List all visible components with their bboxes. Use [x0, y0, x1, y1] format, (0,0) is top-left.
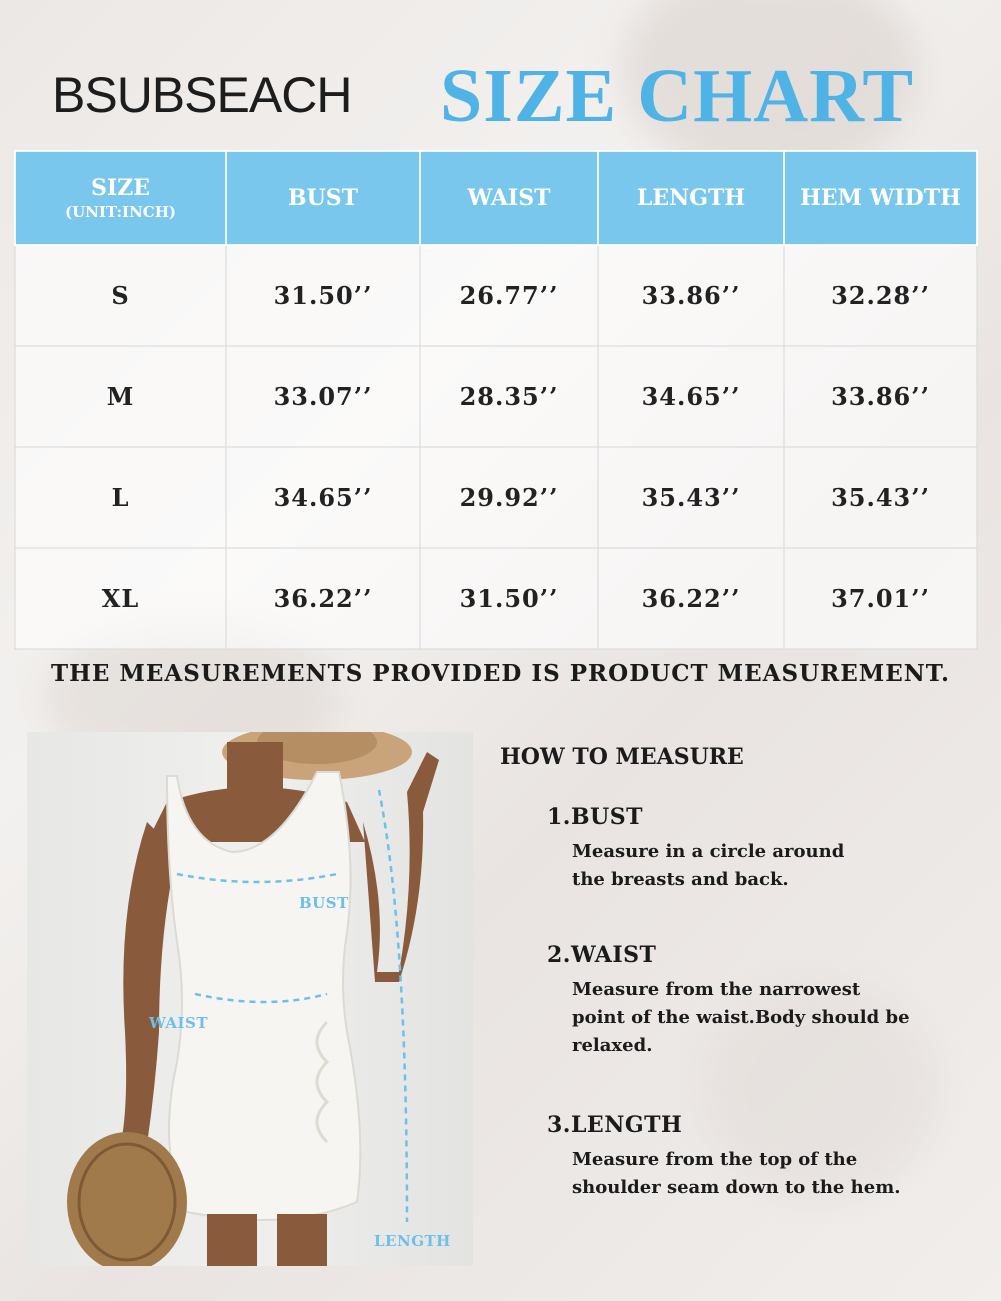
step-title-waist: 2.WAIST	[547, 942, 657, 968]
table-row	[15, 346, 977, 447]
step-desc-length: Measure from the top of the shoulder seam down to the hem.	[572, 1149, 901, 1198]
table-row	[15, 447, 977, 548]
step-desc-waist: Measure from the narrowest point of the waist.Body should be relaxed.	[572, 979, 910, 1056]
table-cell: 35.43’’	[598, 447, 784, 548]
table-cell: M	[15, 346, 226, 447]
table-cell: L	[15, 447, 226, 548]
table-row	[15, 245, 977, 346]
waist-label: WAIST	[149, 1014, 209, 1032]
step-desc-bust: Measure in a circle around the breasts and back.	[572, 841, 845, 890]
header-cell-size: SIZE (UNIT:INCH)	[15, 151, 226, 245]
step-title-length: 3.LENGTH	[547, 1112, 683, 1138]
table-cell: S	[15, 245, 226, 346]
table-cell: 36.22’’	[226, 548, 420, 649]
table-cell: 34.65’’	[598, 346, 784, 447]
table-cell: 26.77’’	[420, 245, 598, 346]
table-cell: 35.43’’	[784, 447, 977, 548]
header-cell-hem-width: HEM WIDTH	[784, 151, 977, 245]
brand-name: BSUBSEACH	[52, 67, 352, 123]
header-cell-waist: WAIST	[420, 151, 598, 245]
table-cell: 33.86’’	[784, 346, 977, 447]
table-cell: 29.92’’	[420, 447, 598, 548]
table-cell: 36.22’’	[598, 548, 784, 649]
bust-label: BUST	[299, 894, 349, 912]
step-title-bust: 1.BUST	[547, 804, 644, 830]
dress-illustration	[27, 732, 473, 1266]
product-photo	[27, 732, 473, 1266]
table-cell: 32.28’’	[784, 245, 977, 346]
table-cell: 34.65’’	[226, 447, 420, 548]
table-cell: XL	[15, 548, 226, 649]
header-cell-length: LENGTH	[598, 151, 784, 245]
table-header-row	[15, 151, 977, 245]
measurement-note: THE MEASUREMENTS PROVIDED IS PRODUCT MEASUREMENT.	[51, 660, 950, 687]
table-cell: 33.86’’	[598, 245, 784, 346]
header-cell-bust: BUST	[226, 151, 420, 245]
table-cell: 28.35’’	[420, 346, 598, 447]
table-cell: 33.07’’	[226, 346, 420, 447]
size-table	[14, 150, 978, 650]
table-cell: 31.50’’	[226, 245, 420, 346]
table-cell: 37.01’’	[784, 548, 977, 649]
table-row	[15, 548, 977, 649]
table-cell: 31.50’’	[420, 548, 598, 649]
page-title: SIZE CHART	[440, 54, 915, 138]
how-to-measure-title: HOW TO MEASURE	[500, 744, 744, 770]
length-label: LENGTH	[374, 1232, 451, 1250]
